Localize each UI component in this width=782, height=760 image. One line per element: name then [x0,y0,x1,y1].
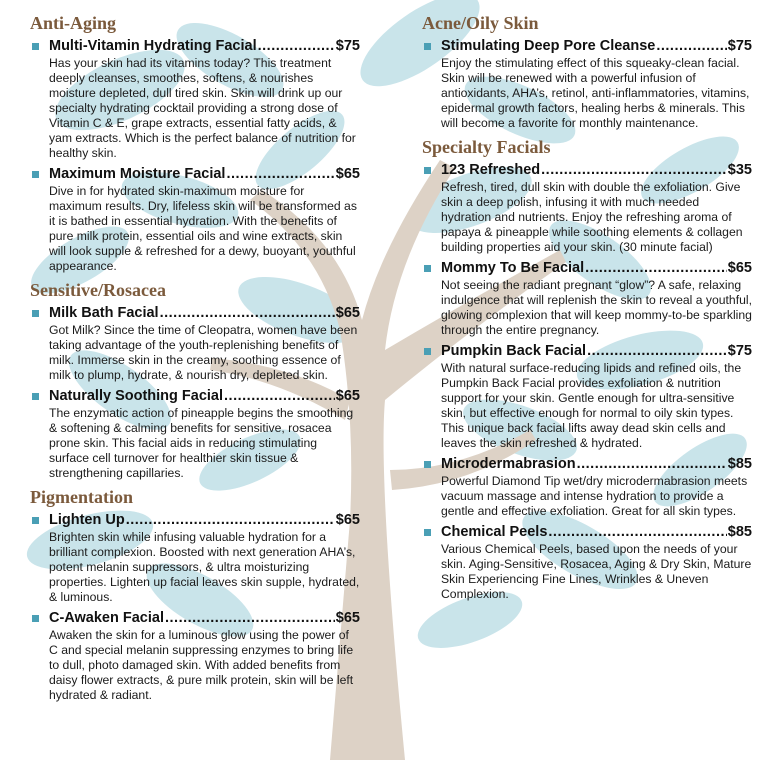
square-bullet-icon [32,615,39,622]
service-heading [422,162,752,179]
service-name: C-Awaken Facial [49,610,164,626]
service-description: Not seeing the radiant pregnant “glow”? A safe, relaxing indulgence that will replenish the skin to reveal a youthful, glowing complexion that will keep mommy-to-be sparkling through the entire pregnancy. [441,278,752,337]
service-description: The enzymatic action of pineapple begins the smoothing & softening & calming benefits for sensitive, rosacea prone skin. This facial aids in reducing stimulating surface cell turnover for healthier skin tissue & strengthening capillaries. [49,406,354,480]
dot-leader [587,343,727,360]
service-item-stimulating-deep-pore-cleanse [422,38,752,131]
service-heading [30,38,360,55]
service-description: Refresh, tired, dull skin with double the exfoliation. Give skin a deep polish, infusing it with much needed hydration and nutrients. Enjoy the refreshing aroma of papaya & pineapple while soothing elements & collagen building properties aid your skin. (30 minute facial) [441,180,743,254]
service-description: Powerful Diamond Tip wet/dry microdermabrasion meets vacuum massage and intense hydration to provide a gentle and effective exfoliation. Great for all skin types. [441,474,748,518]
service-heading [30,166,360,183]
service-description: Various Chemical Peels, based upon the needs of your skin. Aging-Sensitive, Rosacea, Aging & Dry Skin, Mature Skin Experiencing Fine Lines, Wrinkles & Uneven Complexion. [441,542,752,601]
service-price: $65 [335,610,360,626]
service-item-lighten-up [30,512,360,605]
section-specialty-facials [422,136,752,602]
service-description: Has your skin had its vitamins today? This treatment deeply cleanses, smoothes, softens, & nourishes moisture depleted, dull tired skin. Skin will drink up our specialty hydrating cocktail providing a strong dose of Vitamin C & E, grape extracts, essential fatty acids, & yam extracts. Which is the perfect balance of nutrition for healthy skin. [49,56,356,160]
service-price: $65 [335,305,360,321]
service-name: Pumpkin Back Facial [441,343,587,359]
service-heading [30,610,360,627]
service-price: $75 [727,343,752,359]
dot-leader [160,305,335,322]
section-acne-oily-skin [422,12,752,131]
service-name: Stimulating Deep Pore Cleanse [441,38,656,54]
square-bullet-icon [32,171,39,178]
service-description: Dive in for hydrated skin-maximum moisture for maximum results. Dry, lifeless skin will be transformed as it is bathed in essential hydration. With the benefits of pure milk protein, essential oils and wine extracts, skin will look supple & refreshed for a dewy, buoyant, youthful appearance. [49,184,357,273]
service-item-naturally-soothing-facial [30,388,360,481]
service-name: Chemical Peels [441,524,548,540]
dot-leader [585,260,727,277]
service-name: Lighten Up [49,512,125,528]
square-bullet-icon [32,393,39,400]
service-price: $65 [335,512,360,528]
service-heading [422,38,752,55]
service-name: Milk Bath Facial [49,305,159,321]
section-sensitive-rosacea [30,279,360,481]
square-bullet-icon [32,310,39,317]
service-price: $65 [335,166,360,182]
service-price: $75 [727,38,752,54]
square-bullet-icon [424,43,431,50]
service-description: With natural surface-reducing lipids and refined oils, the Pumpkin Back Facial provides exfoliation & nutrition support for your skin. Gentle enough for ultra-sensitive skin, but effective enough for normal to oily skin types. This unique back facial lifts away dead skin cells and leaves the skin refreshed & hydrated. [441,361,742,450]
service-heading [422,456,752,473]
service-item-multi-vitamin-hydrating-facial [30,38,360,161]
service-price: $85 [727,524,752,540]
service-description: Enjoy the stimulating effect of this squeaky-clean facial. Skin will be renewed with a powerful infusion of antioxidants, AHA’s, retinol, anti-inflammatories, vitamins, epidermal growth factors, healing herbs & minerals. This will become a favorite for monthly maintenance. [441,56,750,130]
dot-leader [258,38,335,55]
service-name: Multi-Vitamin Hydrating Facial [49,38,257,54]
dot-leader [656,38,726,55]
service-description: Brighten skin while infusing valuable hydration for a brilliant complexion. Boosted with next generation AHA’s, potent melanin suppressors, & ultra moisturizing properties. Lighten up facial leaves skin supple, hydrated, & luminous. [49,530,360,604]
dot-leader [126,512,335,529]
section-title: Acne/Oily Skin [422,13,539,33]
service-description: Got Milk? Since the time of Cleopatra, women have been taking advantage of the youth-replenishing benefits of milk. Immerse skin in the creamy, soothing essence of milk to plump, hydrate, & nourish dry, depleted skin. [49,323,358,382]
service-name: Naturally Soothing Facial [49,388,224,404]
dot-leader [541,162,727,179]
section-title: Specialty Facials [422,137,551,157]
service-name: Mommy To Be Facial [441,260,585,276]
square-bullet-icon [424,348,431,355]
service-heading [30,388,360,405]
service-price: $85 [727,456,752,472]
service-heading [30,512,360,529]
left-column [30,12,360,708]
square-bullet-icon [424,529,431,536]
service-item-maximum-moisture-facial [30,166,360,274]
service-price: $65 [335,388,360,404]
service-name: Microdermabrasion [441,456,576,472]
dot-leader [548,524,726,541]
section-title: Pigmentation [30,487,133,507]
service-item-chemical-peels [422,524,752,602]
service-heading [30,305,360,322]
service-item-c-awaken-facial [30,610,360,703]
section-anti-aging [30,12,360,274]
square-bullet-icon [424,461,431,468]
service-price: $65 [727,260,752,276]
section-title: Anti-Aging [30,13,117,33]
dot-leader [224,388,335,405]
service-price: $35 [727,162,752,178]
dot-leader [226,166,334,183]
service-name: 123 Refreshed [441,162,541,178]
section-title: Sensitive/Rosacea [30,280,166,300]
service-heading [422,343,752,360]
service-item-123-refreshed [422,162,752,255]
square-bullet-icon [424,167,431,174]
square-bullet-icon [32,43,39,50]
square-bullet-icon [32,517,39,524]
service-heading [422,524,752,541]
section-pigmentation [30,486,360,703]
service-item-pumpkin-back-facial [422,343,752,451]
square-bullet-icon [424,265,431,272]
dot-leader [165,610,335,627]
service-name: Maximum Moisture Facial [49,166,226,182]
service-description: Awaken the skin for a luminous glow using the power of C and special melanin suppressing enzymes to bring life to dull, photo damaged skin. With added benefits from daisy flower extracts, & pure milk protein, skin will be left hydrated & radiant. [49,628,354,702]
dot-leader [577,456,727,473]
right-column [422,12,752,607]
service-price: $75 [335,38,360,54]
service-item-milk-bath-facial [30,305,360,383]
service-item-mommy-to-be-facial [422,260,752,338]
service-heading [422,260,752,277]
service-item-microdermabrasion [422,456,752,519]
